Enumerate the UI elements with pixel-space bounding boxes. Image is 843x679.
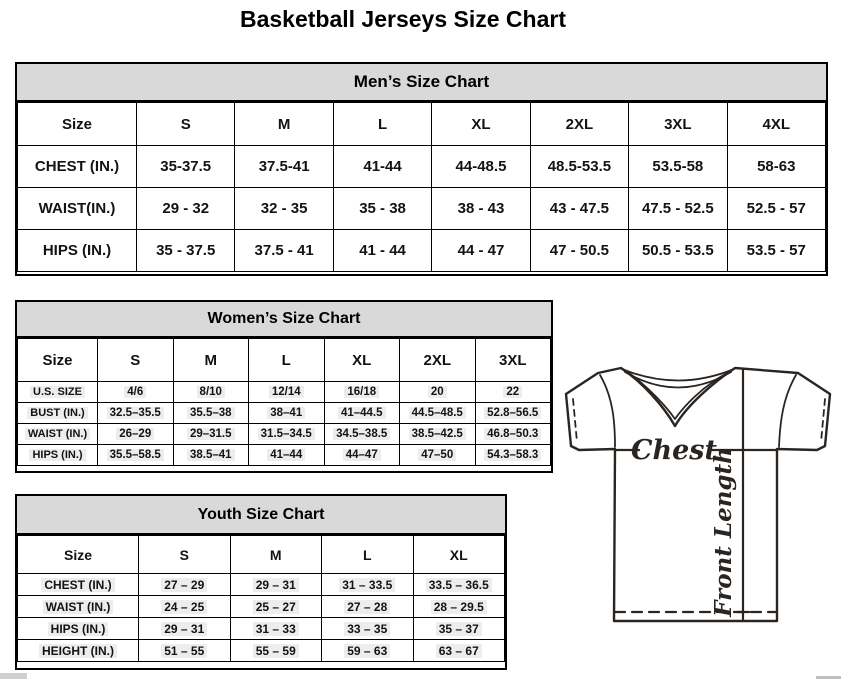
row-label [18, 596, 139, 618]
size-cell [629, 230, 727, 272]
mens-size-chart [15, 62, 828, 276]
table-row [18, 574, 505, 596]
size-cell [230, 596, 322, 618]
cell-text: M [277, 115, 291, 133]
cell-text: 52.5 - 57 [746, 200, 806, 217]
page-title: Basketball Jerseys Size Chart [239, 6, 566, 32]
youth-size-chart [15, 494, 507, 670]
cell-text: 44 - 47 [457, 242, 505, 259]
cell-text: 28 – 29.5 [431, 600, 487, 614]
cell-text: 53.5-58 [652, 158, 704, 175]
cell-text: 53.5 - 57 [746, 242, 806, 259]
cell-text: 33.5 – 36.5 [426, 578, 492, 592]
size-cell [333, 230, 431, 272]
cell-text: HEIGHT (IN.) [39, 644, 117, 658]
size-cell [98, 403, 174, 424]
column-header [173, 339, 249, 382]
cell-text: HIPS (IN.) [29, 449, 85, 461]
cell-text: 35.5–38 [187, 407, 235, 419]
size-cell [139, 618, 231, 640]
size-cell [727, 188, 825, 230]
size-cell [629, 146, 727, 188]
column-header [400, 339, 476, 382]
size-cell [235, 146, 333, 188]
cell-text: Size [61, 115, 92, 133]
cell-text: 38–41 [267, 407, 305, 419]
womens-size-chart [15, 300, 553, 473]
cell-text: 51 – 55 [161, 644, 207, 658]
column-header [324, 339, 400, 382]
size-cell [173, 424, 249, 445]
cell-text: 12/14 [269, 386, 304, 398]
size-cell [530, 188, 628, 230]
size-cell [98, 382, 174, 403]
size-cell [249, 382, 325, 403]
size-cell [139, 574, 231, 596]
cell-text: 31.5–34.5 [258, 428, 315, 440]
size-cell [413, 574, 505, 596]
cell-text: 22 [503, 386, 522, 398]
cell-text: WAIST (IN.) [43, 600, 114, 614]
cell-text: 35 - 38 [359, 200, 406, 217]
cell-text: 37.5-41 [258, 158, 310, 175]
cell-text: 27 – 28 [344, 600, 390, 614]
column-header [137, 103, 235, 146]
size-cell [230, 574, 322, 596]
size-cell [98, 445, 174, 466]
table-row [18, 640, 505, 662]
cell-text: 3XL [498, 351, 527, 369]
cell-text: CHEST (IN.) [34, 158, 120, 175]
table-row [18, 230, 826, 272]
cell-text: Size [63, 546, 92, 563]
cell-text: 43 - 47.5 [549, 200, 609, 217]
cell-text: 29 – 31 [253, 578, 299, 592]
cell-text: BUST (IN.) [27, 407, 87, 419]
size-cell [324, 445, 400, 466]
mens-table [17, 102, 826, 272]
cell-text: 46.8–50.3 [484, 428, 541, 440]
womens-table [17, 338, 551, 466]
cell-text: XL [352, 351, 372, 369]
cell-text: HIPS (IN.) [42, 242, 112, 259]
cell-text: 4XL [762, 115, 791, 133]
size-cell [322, 640, 414, 662]
cell-text: 44.5–48.5 [409, 407, 466, 419]
jersey-outline [566, 368, 830, 621]
row-label [18, 618, 139, 640]
cell-text: S [180, 115, 191, 133]
cell-text: 55 – 59 [253, 644, 299, 658]
column-header [475, 339, 551, 382]
cell-text: 41–44.5 [338, 407, 386, 419]
cell-text: 8/10 [197, 386, 225, 398]
column-header [235, 103, 333, 146]
size-cell [333, 188, 431, 230]
cell-text: L [377, 115, 388, 133]
size-cell [322, 596, 414, 618]
cell-text: L [281, 351, 291, 369]
cell-text: 26–29 [116, 428, 154, 440]
row-label [18, 403, 98, 424]
cell-text: 29 - 32 [162, 200, 210, 217]
youth-chart-header: Youth Size Chart [17, 496, 505, 535]
row-label [18, 230, 137, 272]
row-label [18, 188, 137, 230]
size-cell [139, 640, 231, 662]
cell-text: 41 - 44 [359, 242, 406, 259]
cell-text: Size [42, 351, 73, 369]
size-cell [413, 618, 505, 640]
size-cell [475, 445, 551, 466]
size-cell [230, 640, 322, 662]
mens-chart-header: Men’s Size Chart [17, 64, 826, 102]
column-header [139, 536, 231, 574]
cell-text: M [204, 351, 217, 369]
cell-text: 29–31.5 [187, 428, 235, 440]
column-header [249, 339, 325, 382]
cell-text: 38.5–42.5 [409, 428, 466, 440]
cell-text: 52.8–56.5 [484, 407, 541, 419]
size-header-row [18, 339, 551, 382]
size-cell [173, 445, 249, 466]
size-cell [400, 424, 476, 445]
size-cell [400, 382, 476, 403]
size-cell [137, 230, 235, 272]
cell-text: WAIST (IN.) [25, 428, 90, 440]
horizontal-scrollbar-button[interactable] [0, 673, 27, 679]
cell-text: 58-63 [757, 158, 796, 175]
size-cell [230, 618, 322, 640]
size-cell [137, 146, 235, 188]
womens-chart-header: Women’s Size Chart [17, 302, 551, 338]
size-cell [139, 596, 231, 618]
cell-text: 2XL [565, 115, 594, 133]
cell-text: M [269, 546, 282, 563]
column-header [230, 536, 322, 574]
cell-text: 38 - 43 [457, 200, 505, 217]
size-cell [324, 424, 400, 445]
cell-text: HIPS (IN.) [48, 622, 109, 636]
size-cell [400, 403, 476, 424]
table-row [18, 188, 826, 230]
size-cell [98, 424, 174, 445]
jersey-measurement-diagram [558, 360, 840, 628]
cell-text: 35 – 37 [436, 622, 482, 636]
size-cell [413, 640, 505, 662]
cell-text: 24 – 25 [161, 600, 207, 614]
cell-text: 20 [428, 386, 447, 398]
cell-text: 16/18 [344, 386, 379, 398]
column-header [530, 103, 628, 146]
cell-text: 47 - 50.5 [549, 242, 609, 259]
cell-text: U.S. SIZE [30, 386, 85, 398]
cell-text: 54.3–58.3 [484, 449, 541, 461]
table-row [18, 146, 826, 188]
size-cell [727, 230, 825, 272]
size-cell [173, 403, 249, 424]
size-cell [137, 188, 235, 230]
youth-table [17, 535, 505, 662]
cell-text: 31 – 33 [253, 622, 299, 636]
table-row [18, 382, 551, 403]
cell-text: 34.5–38.5 [333, 428, 390, 440]
cell-text: 2XL [423, 351, 451, 369]
row-label [18, 382, 98, 403]
table-row [18, 445, 551, 466]
cell-text: 44–47 [343, 449, 381, 461]
row-label [18, 574, 139, 596]
column-header [727, 103, 825, 146]
size-cell [475, 424, 551, 445]
cell-text: 44-48.5 [455, 158, 507, 175]
cell-text: 41–44 [267, 449, 305, 461]
size-cell [530, 230, 628, 272]
row-label [18, 640, 139, 662]
size-cell [475, 382, 551, 403]
size-cell [249, 445, 325, 466]
cell-text: 37.5 - 41 [254, 242, 314, 259]
cell-text: XL [471, 115, 491, 133]
cell-text: L [362, 546, 372, 563]
cell-text: 3XL [664, 115, 692, 133]
cell-text: S [130, 351, 141, 369]
front-length-label: Front Length [710, 447, 737, 617]
cell-text: 27 – 29 [161, 578, 207, 592]
column-header [18, 103, 137, 146]
table-row [18, 403, 551, 424]
size-cell [413, 596, 505, 618]
column-header [432, 103, 530, 146]
cell-text: 35-37.5 [160, 158, 212, 175]
cell-text: 35.5–58.5 [107, 449, 164, 461]
cell-text: 48.5-53.5 [547, 158, 612, 175]
size-cell [324, 403, 400, 424]
cell-text: 63 – 67 [436, 644, 482, 658]
size-cell [322, 618, 414, 640]
size-cell [249, 424, 325, 445]
size-header-row [18, 536, 505, 574]
size-header-row [18, 103, 826, 146]
size-cell [235, 188, 333, 230]
table-row [18, 424, 551, 445]
size-cell [432, 230, 530, 272]
column-header [18, 536, 139, 574]
size-cell [324, 382, 400, 403]
size-cell [629, 188, 727, 230]
cell-text: 41-44 [363, 158, 402, 175]
cell-text: 33 – 35 [344, 622, 390, 636]
cell-text: 25 – 27 [253, 600, 299, 614]
size-cell [727, 146, 825, 188]
cell-text: 29 – 31 [161, 622, 207, 636]
size-cell [235, 230, 333, 272]
size-cell [173, 382, 249, 403]
cell-text: 4/6 [124, 386, 146, 398]
chest-label: Chest [631, 435, 717, 466]
cell-text: 35 - 37.5 [156, 242, 216, 259]
column-header [18, 339, 98, 382]
size-cell [432, 146, 530, 188]
column-header [413, 536, 505, 574]
cell-text: WAIST(IN.) [38, 200, 116, 217]
cell-text: CHEST (IN.) [41, 578, 114, 592]
row-label [18, 445, 98, 466]
cell-text: S [179, 546, 189, 563]
size-cell [322, 574, 414, 596]
cell-text: 47–50 [418, 449, 456, 461]
cell-text: 50.5 - 53.5 [641, 242, 714, 259]
row-label [18, 146, 137, 188]
table-row [18, 596, 505, 618]
column-header [629, 103, 727, 146]
column-header [322, 536, 414, 574]
cell-text: 31 – 33.5 [339, 578, 395, 592]
table-row [18, 618, 505, 640]
cell-text: 47.5 - 52.5 [641, 200, 714, 217]
cell-text: 32 - 35 [260, 200, 308, 217]
size-cell [249, 403, 325, 424]
size-cell [432, 188, 530, 230]
column-header [333, 103, 431, 146]
size-cell [333, 146, 431, 188]
cell-text: 38.5–41 [187, 449, 235, 461]
cell-text: XL [449, 546, 468, 563]
column-header [98, 339, 174, 382]
size-cell [400, 445, 476, 466]
size-cell [475, 403, 551, 424]
size-cell [530, 146, 628, 188]
row-label [18, 424, 98, 445]
cell-text: 59 – 63 [344, 644, 390, 658]
cell-text: 32.5–35.5 [107, 407, 164, 419]
